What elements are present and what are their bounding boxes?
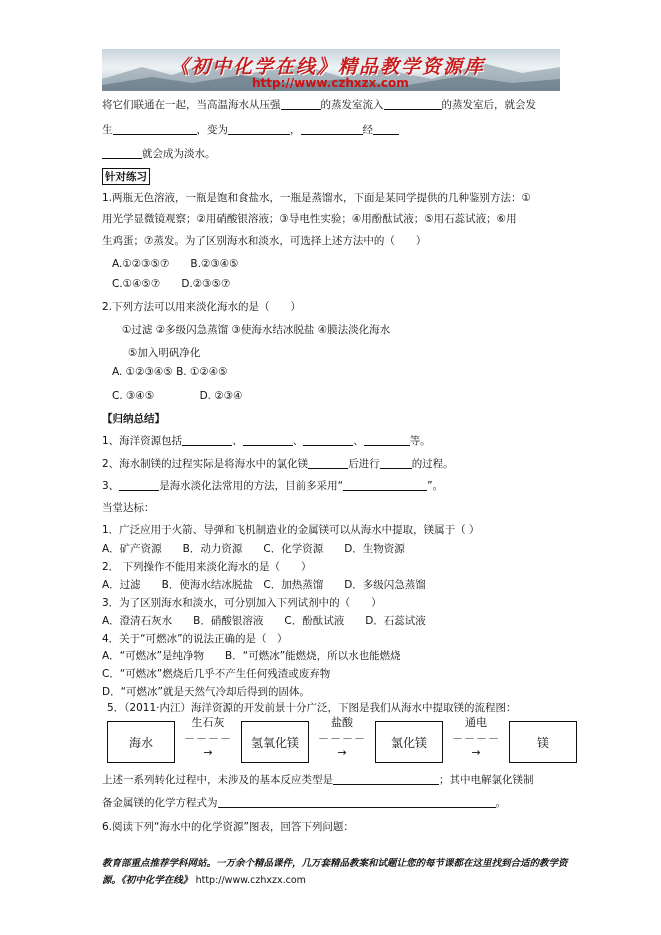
flow-arrow-2: 盐酸 －－－－ → [318,716,366,759]
answer-options: D．“可燃冰”就是天然气冷却后得到的固体。 [102,686,310,698]
answer-options: A. ①②③④⑤ B. ①②④⑤ [112,366,228,378]
flow-box-magnesium-hydroxide: 氢氧化镁 [241,721,309,763]
summary-line: 1、海洋资源包括 、 、 、 等。 [102,435,431,447]
flow-arrow-1: 生石灰 －－－－ → [184,716,232,759]
question-text: 生鸡蛋；⑦蒸发。为了区别海水和淡水，可选择上述方法中的（ ） [102,235,427,247]
answer-options: C．“可燃冰”燃烧后几乎不产生任何残渣或废弃物 [102,668,331,680]
summary-line: 2、海水制镁的过程实际是将海水中的氯化镁 后进行 的过程。 [102,458,454,470]
blank[interactable] [113,122,197,135]
question-text: 1．广泛应用于火箭、导弹和飞机制造业的金属镁可以从海水中提取，镁属于（ ） [102,524,480,536]
blank[interactable] [384,97,442,110]
flow-arrow-3: 通电 －－－－ → [452,716,500,759]
blank[interactable] [119,478,159,491]
question-text: ①过滤 ②多级闪急蒸馏 ③使海水结冰脱盐 ④膜法淡化海水 [122,324,391,336]
answer-options: A．过滤 B．使海水结冰脱盐 C．加热蒸馏 D．多级闪急蒸馏 [102,579,426,591]
paragraph-line: 将它们联通在一起，当高温海水从压强 的蒸发室流入 的蒸发室后，就会发 [102,99,536,111]
paragraph-line: 就会成为淡水。 [102,146,216,161]
paragraph-line: 生 ，变为 ， 经 [102,122,399,137]
summary-title: 【归纳总结】 [102,413,165,425]
blank[interactable] [228,122,290,135]
question-text: 上述一系列转化过程中，未涉及的基本反应类型是 ；其中电解氯化镁制 [102,774,534,786]
blank[interactable] [380,456,412,469]
practice-title: 针对练习 [102,168,150,185]
flow-box-seawater: 海水 [107,721,175,763]
section-heading [102,168,150,185]
blank[interactable] [343,478,427,491]
blank[interactable] [364,433,410,446]
banner-title: 《初中化学在线》精品教学资源库 [170,56,486,78]
banner-url[interactable]: http://www.czhxzx.com [252,76,409,90]
blank[interactable] [218,795,496,808]
blank[interactable] [243,433,293,446]
blank[interactable] [373,122,399,135]
flow-box-magnesium-chloride: 氯化镁 [375,721,443,763]
question-text: 备金属镁的化学方程式为 。 [102,797,506,809]
blank[interactable] [333,772,439,785]
question-text: 2.下列方法可以用来淡化海水的是（ ） [102,301,302,313]
question-text: 5．（2011·内江）海洋资源的开发前景十分广泛，下图是我们从海水中提取镁的流程图： [107,702,517,714]
blank[interactable] [102,146,142,159]
flow-box-magnesium: 镁 [509,721,577,763]
answer-options: A．澄清石灰水 B．硝酸银溶液 C．酚酞试液 D．石蕊试液 [102,615,426,627]
answer-options: A．“可燃冰”是纯净物 B．“可燃冰”能燃烧，所以水也能燃烧 [102,650,401,662]
question-text: 3．为了区别海水和淡水，可分别加入下列试剂中的（ ） [102,597,382,609]
question-text: 1.两瓶无色溶液，一瓶是饱和食盐水，一瓶是蒸馏水，下面是某同学提供的几种鉴别方法：① [102,192,531,204]
answer-options: C. ③④⑤ D. ②③④ [112,390,243,402]
question-text: ⑤加入明矾净化 [128,347,201,359]
answer-options: C.①④⑤⑦ D.②③⑤⑦ [112,278,231,290]
answer-options: A．矿产资源 B．动力资源 C．化学资源 D．生物资源 [102,543,405,555]
page-footer: 教育部重点推荐学科网站。一万余个精品课件，几万套精品教案和试题让您的每节课都在这里找到合适的教学资源。《初中化学在线》 http://www.czhxzx.com [102,858,568,886]
question-text: 用光学显微镜观察；②用硝酸银溶液；③导电性实验；④用酚酞试液；⑤用石蕊试液；⑥用 [102,213,517,225]
blank[interactable] [301,122,363,135]
target-heading: 当堂达标： [102,502,155,514]
blank[interactable] [281,97,321,110]
answer-options: A.①②③⑤⑦ B.②③④⑤ [112,258,239,270]
summary-line: 3、 是海水淡化法常用的方法，目前多采用“ ”。 [102,480,444,492]
question-text: 4．关于“可燃冰”的说法正确的是（ ） [102,633,288,645]
footer-url[interactable]: http://www.czhxzx.com [195,875,306,886]
header-banner [102,49,560,91]
blank[interactable] [303,433,353,446]
blank[interactable] [182,433,232,446]
question-text: 2． 下列操作不能用来淡化海水的是（ ） [102,561,312,573]
blank[interactable] [308,456,348,469]
question-text: 6.阅读下列“海水中的化学资源”图表，回答下列问题： [102,821,354,833]
